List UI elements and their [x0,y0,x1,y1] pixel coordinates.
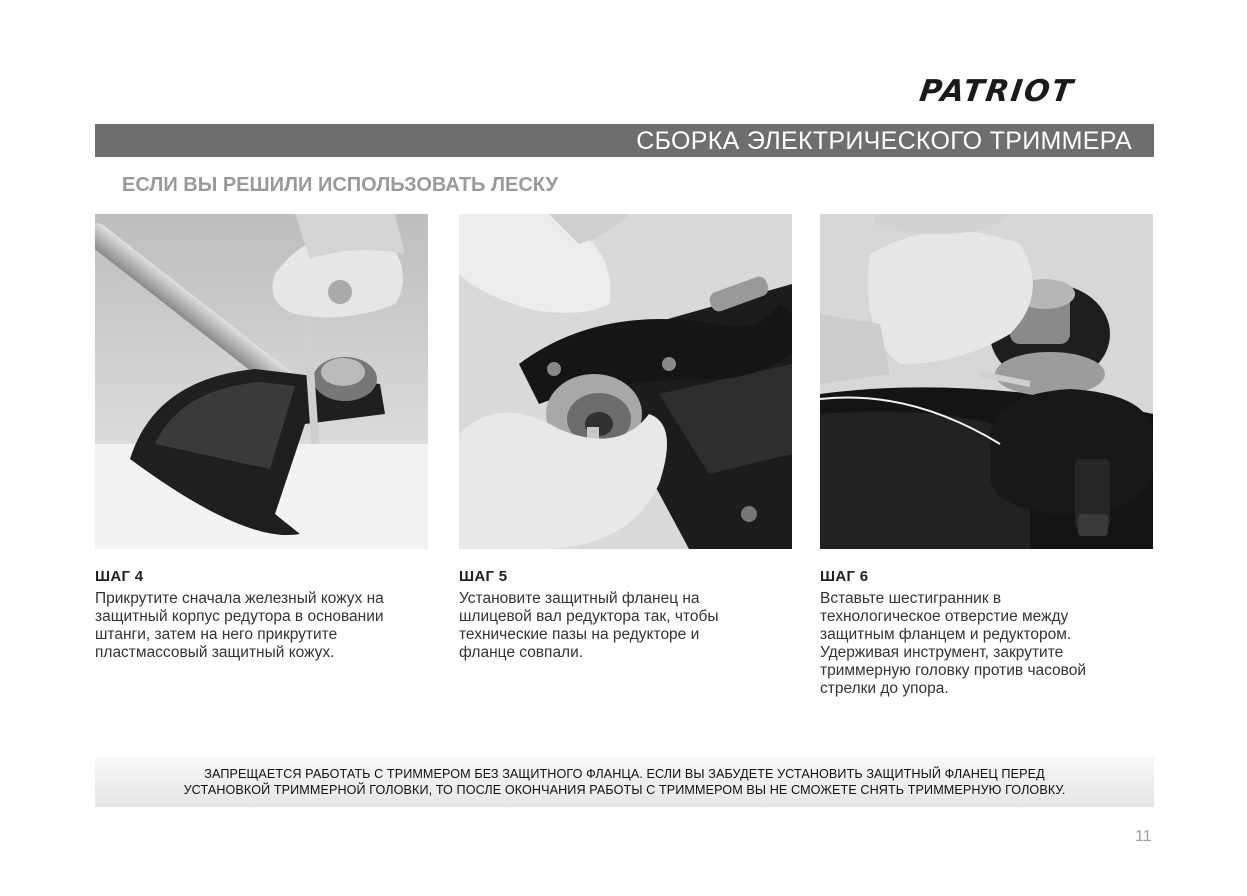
warning-line-1: ЗАПРЕЩАЕТСЯ РАБОТАТЬ С ТРИММЕРОМ БЕЗ ЗАЩИТНОГО ФЛАНЦА. ЕСЛИ ВЫ ЗАБУДЕТЕ УСТАНОВИТЬ ЗАЩИТНЫЙ ФЛАНЕЦ ПЕРЕД [204,767,1045,781]
step-5-photo [459,214,792,549]
step-4-text [95,590,430,662]
step-4-block [95,568,430,662]
section-title-bar [95,124,1154,157]
step-6-line: Удерживая инструмент, закрутите [820,644,1064,661]
step-5-text [459,590,794,662]
page-title: СБОРКА ЭЛЕКТРИЧЕСКОГО ТРИММЕРА [636,127,1132,155]
step-6-line: защитным фланцем и редуктором. [820,626,1072,643]
step-5-line: шлицевой вал редуктора так, чтобы [459,608,719,625]
step-6-line: стрелки до упора. [820,680,949,697]
warning-line-2: УСТАНОВКОЙ ТРИММЕРНОЙ ГОЛОВКИ, ТО ПОСЛЕ ОКОНЧАНИЯ РАБОТЫ С ТРИММЕРОМ ВЫ НЕ СМОЖЕТЕ СНЯТЬ ТРИММЕРНУЮ ГОЛОВКУ. [183,783,1066,797]
step-5-line: технические пазы на редукторе и [459,626,700,643]
flange-installation-image [459,214,792,549]
step-4-title: ШАГ 4 [95,568,144,585]
step-6-block [820,568,1155,698]
step-6-photo [820,214,1153,549]
step-5-line: фланце совпали. [459,644,584,661]
trimmer-head-installation-image [820,214,1153,549]
step-4-line: пластмассовый защитный кожух. [95,644,335,661]
step-4-line: защитный корпус редутора в основании [95,608,384,625]
step-5-block [459,568,794,662]
step-6-text [820,590,1155,698]
step-6-line: триммерную головку против часовой [820,662,1087,679]
step-4-line: Прикрутите сначала железный кожух на [95,590,384,607]
guard-installation-image [95,214,428,549]
step-6-line: технологическое отверстие между [820,608,1069,625]
step-6-title: ШАГ 6 [820,568,869,585]
warning-box [95,757,1154,807]
patriot-logo: PATRIOT [917,74,1077,109]
step-5-line: Установите защитный фланец на [459,590,700,607]
page-number: 11 [1135,828,1152,845]
step-6-line: Вставьте шестигранник в [820,590,1002,607]
step-4-photo [95,214,428,549]
section-subtitle: ЕСЛИ ВЫ РЕШИЛИ ИСПОЛЬЗОВАТЬ ЛЕСКУ [122,174,558,196]
step-4-line: штанги, затем на него прикрутите [95,626,338,643]
step-5-title: ШАГ 5 [459,568,508,585]
